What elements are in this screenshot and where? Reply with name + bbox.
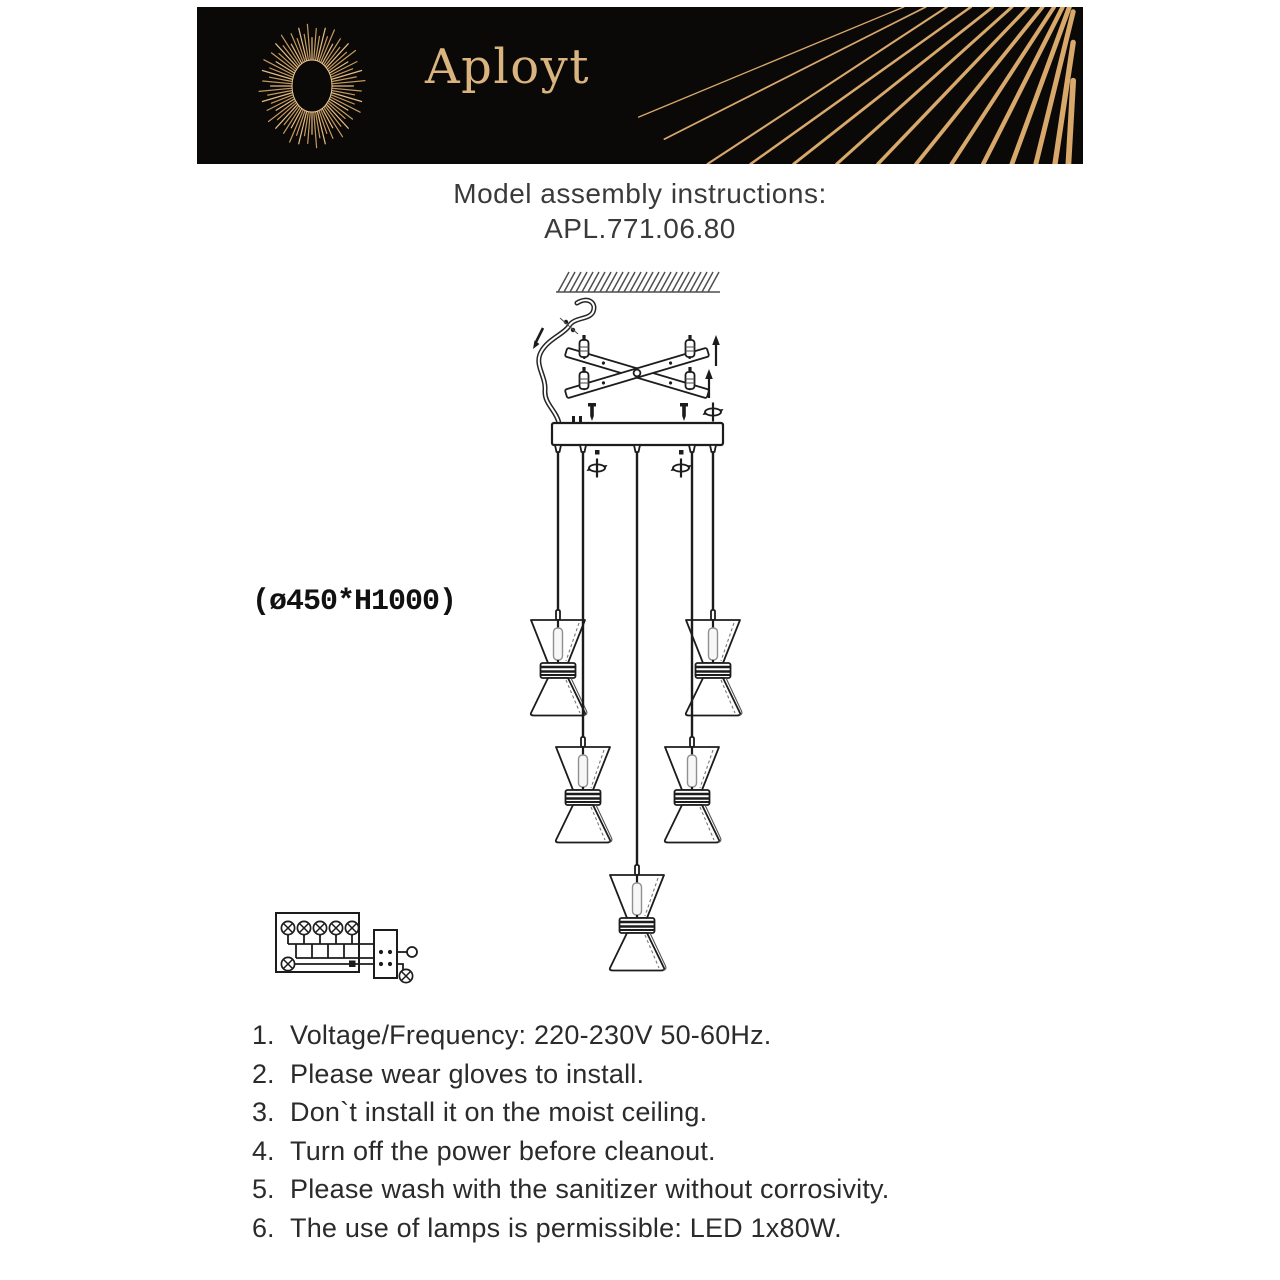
item-text: Don`t install it on the moist ceiling.	[290, 1097, 708, 1127]
corner-rays-icon	[623, 7, 1083, 164]
pendant-lamp	[556, 737, 612, 843]
item-number: 3.	[252, 1097, 275, 1127]
canopy-icon	[552, 416, 723, 445]
item-number: 2.	[252, 1058, 275, 1089]
brand-header	[197, 7, 1083, 164]
screw-icon	[588, 403, 596, 421]
instruction-item	[252, 1016, 1092, 1055]
page-title: Model assembly instructions:	[453, 178, 827, 209]
item-text: Voltage/Frequency: 220-230V 50-60Hz.	[290, 1020, 772, 1050]
item-number: 5.	[252, 1174, 275, 1204]
instruction-item	[252, 1209, 1092, 1248]
item-number: 4.	[252, 1135, 275, 1166]
pendant-lamp	[531, 610, 587, 716]
model-code: APL.771.06.80	[544, 213, 736, 244]
instruction-item	[252, 1132, 1092, 1171]
pendant-lamp	[686, 610, 742, 716]
item-number: 6.	[252, 1212, 275, 1243]
item-text: Turn off the power before cleanout.	[290, 1135, 716, 1166]
instruction-list	[252, 1016, 1092, 1247]
sunburst-icon	[249, 18, 375, 154]
item-text: Please wear gloves to install.	[290, 1058, 645, 1089]
mounting-bracket-icon	[565, 335, 724, 422]
cord-adjuster-icon	[587, 450, 692, 478]
ceiling-icon	[556, 272, 720, 292]
instruction-item	[252, 1055, 1092, 1094]
pendant-lamp	[665, 737, 721, 843]
screw-icon	[680, 403, 688, 421]
dimensions-label: (ø450*H1000)	[252, 585, 457, 619]
wiring-diagram	[276, 913, 417, 983]
instruction-item	[252, 1093, 1092, 1132]
rotate-screw-icon	[703, 403, 724, 422]
instruction-item	[252, 1170, 1092, 1209]
pendant-lamp	[610, 865, 666, 971]
item-text: The use of lamps is permissible: LED 1x80W.	[290, 1212, 842, 1243]
item-text: Please wash with the sanitizer without corrosivity.	[290, 1174, 890, 1204]
item-number: 1.	[252, 1020, 275, 1050]
brand-name: Aployt	[425, 39, 591, 95]
